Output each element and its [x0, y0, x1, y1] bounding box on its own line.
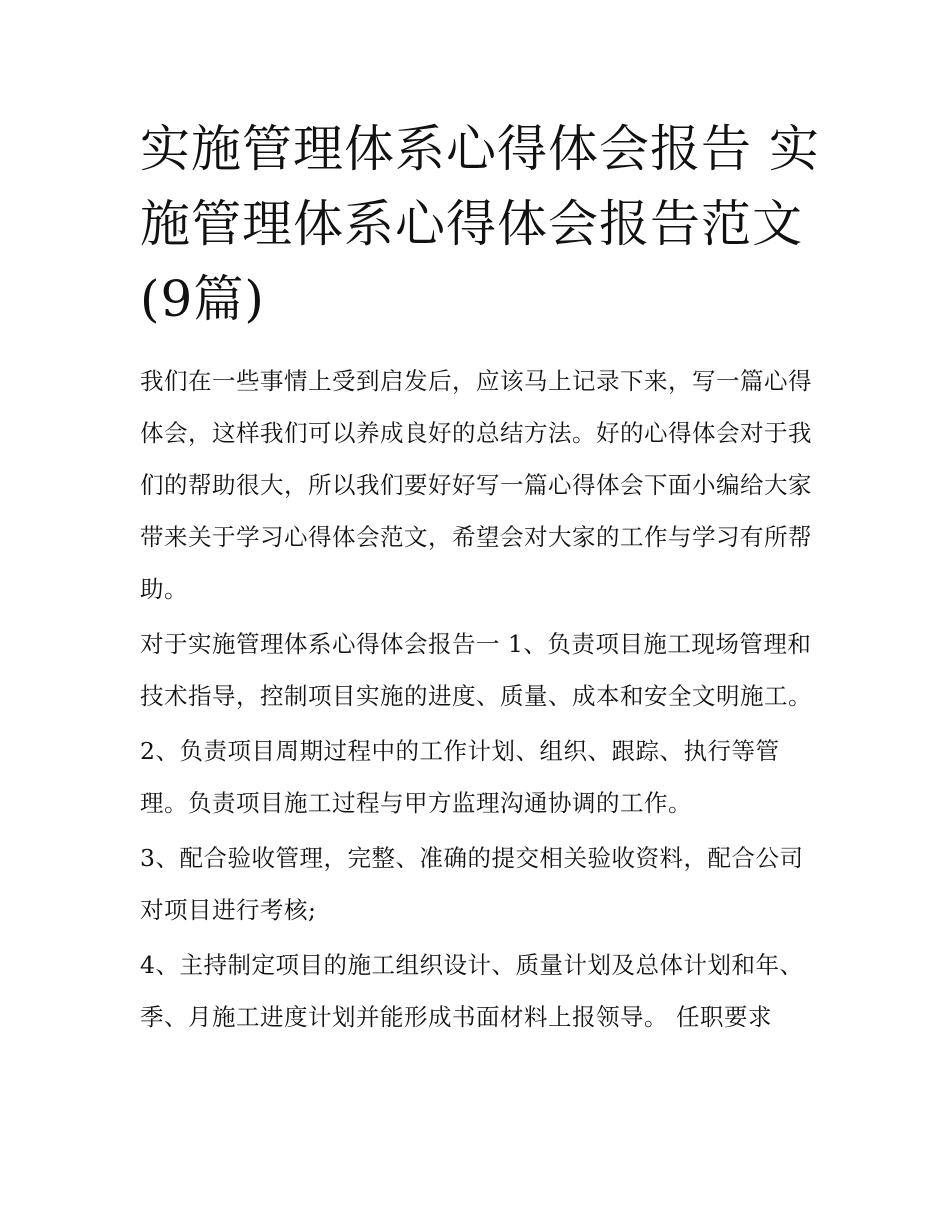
document-body: [140, 355, 816, 1046]
document-title: 实施管理体系心得体会报告 实施管理体系心得体会报告范文 (9篇): [140, 120, 820, 328]
body-paragraph-item-3: 3、配合验收管理，完整、准确的提交相关验收资料，配合公司对项目进行考核;: [140, 844, 804, 924]
intro-paragraph: 我们在一些事情上受到启发后，应该马上记录下来，写一篇心得体会，这样我们可以养成良好的总结方法。好的心得体会对于我们的帮助很大，所以我们要好好写一篇心得体会下面小编给大家带来关于学习心得体会范文，希望会对大家的工作与学习有所帮助。: [140, 367, 812, 603]
body-paragraph-item-1: 对于实施管理体系心得体会报告一 1、负责项目施工现场管理和技术指导，控制项目实施的进度、质量、成本和安全文明施工。: [140, 630, 812, 710]
body-paragraph-item-2: 2、负责项目周期过程中的工作计划、组织、跟踪、执行等管理。负责项目施工过程与甲方监理沟通协调的工作。: [140, 737, 780, 817]
body-paragraph-item-4: 4、主持制定项目的施工组织设计、质量计划及总体计划和年、季、月施工进度计划并能形成书面材料上报领导。 任职要求: [140, 951, 804, 1031]
